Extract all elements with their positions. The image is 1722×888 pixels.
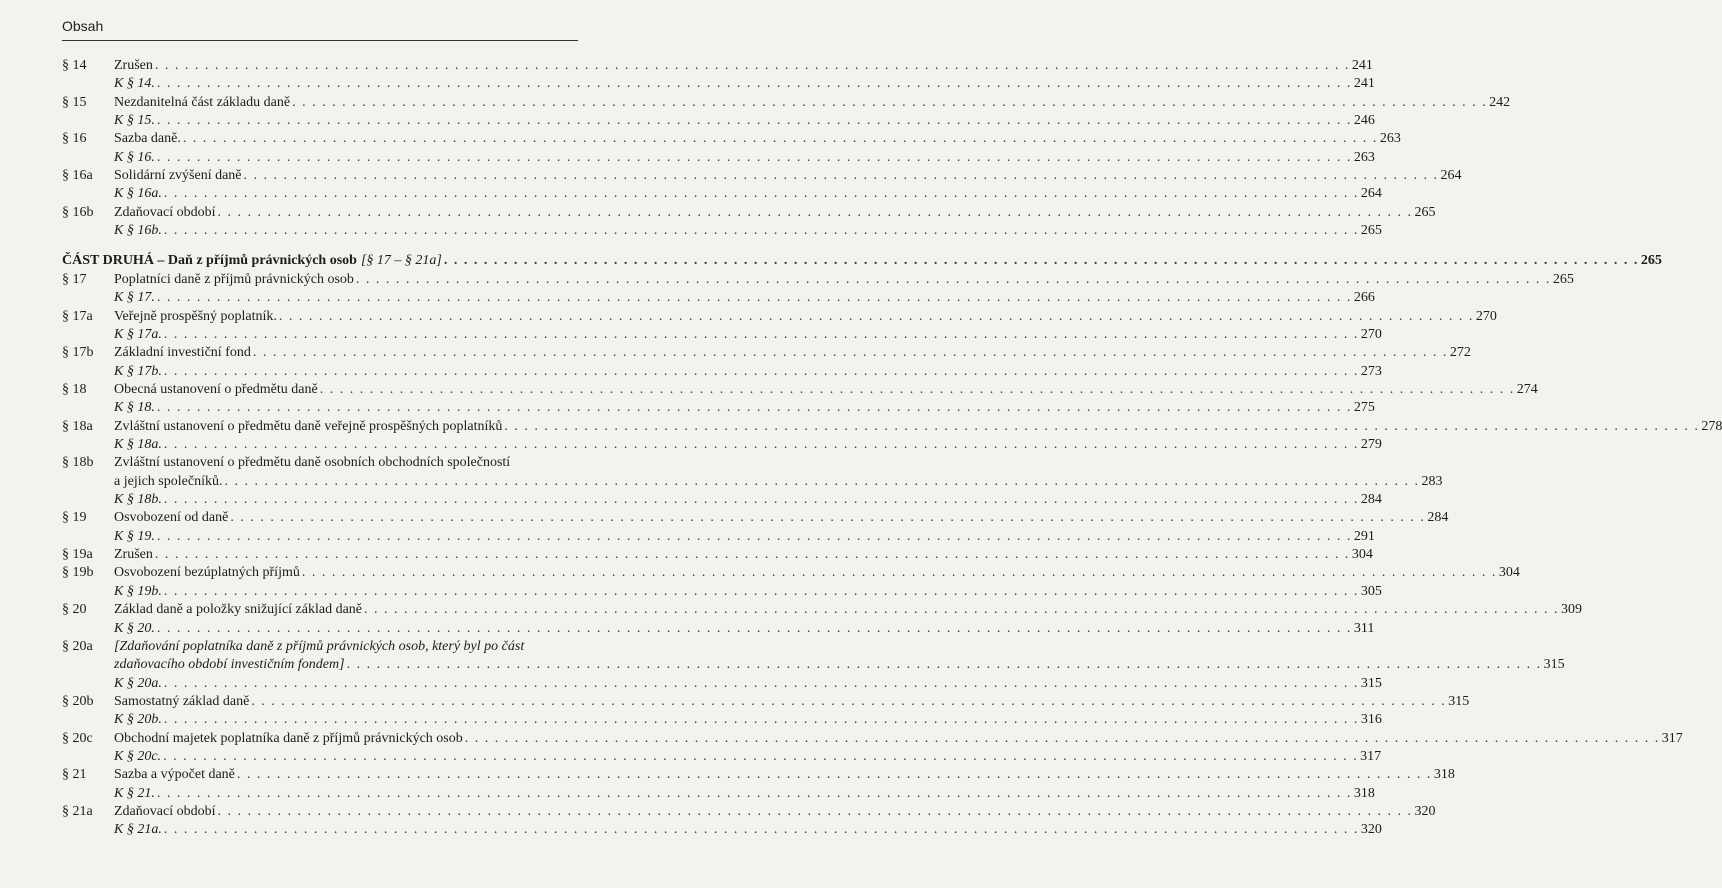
dot-leader: . . . . . . . . . . . . . . . . . . . . . . . . . . . . . . . . . . . . . . . . . . . . . . . . . . . . . . . . . . . . . . . . . . . . . . . . . . . . . . . . . . . . . . . . . . . . . . . . . . . . . . . . . . . . . . . . . . . . . . . .: [163, 675, 1359, 691]
entry-title: Zvláštní ustanovení o předmětu daně osobních obchodních společností: [114, 455, 511, 471]
toc-commentary-row: [0, 675, 1382, 693]
section-number: § 18a: [62, 418, 93, 434]
dot-leader: . . . . . . . . . . . . . . . . . . . . . . . . . . . . . . . . . . . . . . . . . . . . . . . . . . . . . . . . . . . . . . . . . . . . . . . . . . . . . . . . . . . . . . . . . . . . . . . . . . . . . . . . . . . . . . . . . . . . . . . .: [156, 149, 1352, 165]
entry-title: Osvobození od daně: [114, 510, 229, 526]
entry-title: Veřejně prospěšný poplatník.: [114, 308, 277, 324]
page-number: 278: [1701, 418, 1722, 434]
dot-leader: . . . . . . . . . . . . . . . . . . . . . . . . . . . . . . . . . . . . . . . . . . . . . . . . . . . . . . . . . . . . . . . . . . . . . . . . . . . . . . . . . . . . . . . . . . . . . . . . . . . . . . . . . . . . . . . . . . . . . . . .: [156, 785, 1352, 801]
dot-leader: . . . . . . . . . . . . . . . . . . . . . . . . . . . . . . . . . . . . . . . . . . . . . . . . . . . . . . . . . . . . . . . . . . . . . . . . . . . . . . . . . . . . . . . . . . . . . . . . . . . . . . . . . . . . . . . . . . . . . . . .: [163, 748, 1359, 764]
dot-leader: . . . . . . . . . . . . . . . . . . . . . . . . . . . . . . . . . . . . . . . . . . . . . . . . . . . . . . . . . . . . . . . . . . . . . . . . . . . . . . . . . . . . . . . . . . . . . . . . . . . . . . . . . . . . . . . . . . . . . . . .: [163, 437, 1359, 452]
toc-commentary-row: [0, 656, 1565, 674]
entry-title: Zrušen: [114, 547, 153, 563]
dot-leader: . . . . . . . . . . . . . . . . . . . . . . . . . . . . . . . . . . . . . . . . . . . . . . . . . . . . . . . . . . . . . . . . . . . . . . . . . . . . . . . . . . . . . . . . . . . . . . . . . . . . . . . . . . . . . . . . . . . . . . . .: [224, 473, 1420, 489]
toc-row: [0, 730, 1683, 748]
toc-row: [0, 473, 1443, 491]
page-number: 264: [1440, 168, 1462, 184]
toc-commentary-row: [0, 785, 1375, 803]
entry-title: Zrušen: [114, 58, 153, 73]
dot-leader: . . . . . . . . . . . . . . . . . . . . . . . . . . . . . . . . . . . . . . . . . . . . . . . . . . . . . . . . . . . . . . . . . . . . . . . . . . . . . . . . . . . . . . . . . . . . . . . . . . . . . . . . . . . . . . . . . . . . . . . .: [217, 804, 1413, 819]
page-number: 266: [1353, 290, 1375, 306]
section-number: § 16b: [62, 204, 94, 220]
toc-row: [0, 638, 600, 656]
page-number: 275: [1353, 400, 1375, 416]
toc-commentary-row: [0, 491, 1382, 509]
entry-title: Zvláštní ustanovení o předmětu daně veřejně prospěšných poplatníků: [114, 418, 503, 434]
toc-row: [0, 564, 1520, 582]
toc-commentary-row: [0, 711, 1382, 729]
section-number: § 19b: [62, 565, 94, 581]
entry-title: K § 17.: [114, 290, 155, 306]
entry-title: K § 21.: [114, 785, 155, 801]
section-number: § 17: [62, 271, 87, 287]
page-number: 241: [1351, 58, 1373, 73]
entry-title: Základní investiční fond: [114, 345, 251, 361]
page-header-title: Obsah: [62, 18, 104, 34]
page-number: 274: [1516, 381, 1538, 397]
dot-leader: . . . . . . . . . . . . . . . . . . . . . . . . . . . . . . . . . . . . . . . . . . . . . . . . . . . . . . . . . . . . . . . . . . . . . . . . . . . . . . . . . . . . . . . . . . . . . . . . . . . . . . . . . . . . . . . . . . . . . . . .: [355, 271, 1551, 287]
entry-title: Zdaňovací období: [114, 804, 216, 819]
toc-commentary-row: [0, 222, 1382, 240]
page-number: 242: [1489, 94, 1511, 110]
part-title: ČÁST DRUHÁ – Daň z příjmů právnických osob: [62, 252, 357, 268]
dot-leader: . . . . . . . . . . . . . . . . . . . . . . . . . . . . . . . . . . . . . . . . . . . . . . . . . . . . . . . . . . . . . . . . . . . . . . . . . . . . . . . . . . . . . . . . . . . . . . . . . . . . . . . . . . . . . . . . . . . . . . . .: [156, 400, 1352, 416]
page-number: 265: [1414, 204, 1436, 220]
section-number: § 21a: [62, 804, 93, 819]
toc-row: [0, 766, 1455, 784]
toc-commentary-row: [0, 620, 1375, 638]
section-number: § 21: [62, 767, 87, 783]
page-number: 305: [1360, 583, 1382, 599]
page-number: 304: [1351, 547, 1373, 563]
toc-row: [0, 271, 1574, 289]
dot-leader: . . . . . . . . . . . . . . . . . . . . . . . . . . . . . . . . . . . . . . . . . . . . . . . . . . . . . . . . . . . . . . . . . . . . . . . . . . . . . . . . . . . . . . . . . . . . . . . . . . . . . . . . . . . . . . . . . . . . . . . .: [230, 510, 1426, 526]
section-number: § 16: [62, 131, 87, 147]
entry-title: Základ daně a položky snižující základ daně: [114, 602, 363, 618]
entry-title: Osvobození bezúplatných příjmů: [114, 565, 300, 581]
entry-title: Zdaňovací období: [114, 204, 216, 220]
dot-leader: . . . . . . . . . . . . . . . . . . . . . . . . . . . . . . . . . . . . . . . . . . . . . . . . . . . . . . . . . . . . . . . . . . . . . . . . . . . . . . . . . . . . . . . . . . . . . . . . . . . . . . . . . . . . . . . . . . . . . . . .: [504, 418, 1700, 434]
toc-commentary-row: [0, 326, 1382, 344]
page-number: 270: [1475, 308, 1497, 324]
page-number: 315: [1360, 675, 1382, 691]
section-number: § 19a: [62, 547, 93, 563]
entry-title: Poplatníci daně z příjmů právnických osob: [114, 271, 354, 287]
toc-commentary-row: [0, 821, 1382, 839]
dot-leader: . . . . . . . . . . . . . . . . . . . . . . . . . . . . . . . . . . . . . . . . . . . . . . . . . . . . . . . . . . . . . . . . . . . . . . . . . . . . . . . . . . . . . . . . . . . . . . . . . . . . . . . . . . . . . . . . . . . . . . . .: [301, 565, 1497, 581]
page-number: 265: [1360, 223, 1382, 239]
dot-leader: . . . . . . . . . . . . . . . . . . . . . . . . . . . . . . . . . . . . . . . . . . . . . . . . . . . . . . . . . . . . . . . . . . . . . . . . . . . . . . . . . . . . . . . . . . . . . . . . . . . . . . . . . . . . . . . . . . . . . . . .: [251, 693, 1447, 709]
dot-leader: . . . . . . . . . . . . . . . . . . . . . . . . . . . . . . . . . . . . . . . . . . . . . . . . . . . . . . . . . . . . . . . . . . . . . . . . . . . . . . . . . . . . . . . . . . . . . . . . . . . . . . . . . . . . . . . . . . . . . . . .: [163, 223, 1359, 239]
toc-commentary-row: [0, 112, 1375, 130]
part-range: [§ 17 – § 21a]: [360, 252, 442, 268]
page-number: 246: [1353, 113, 1375, 129]
entry-title: K § 18.: [114, 400, 155, 416]
entry-title: K § 20.: [114, 620, 155, 636]
toc-row: [0, 418, 1722, 436]
page-number: 317: [1360, 748, 1382, 764]
section-number: § 15: [62, 94, 87, 110]
toc-commentary-row: [0, 748, 1382, 766]
entry-title: Solidární zvýšení daně: [114, 168, 242, 184]
dot-leader: . . . . . . . . . . . . . . . . . . . . . . . . . . . . . . . . . . . . . . . . . . . . . . . . . . . . . . . . . . . . . . . . . . . . . . . . . . . . . . . . . . . . . . . . . . . . . . . . . . . . . . . . . . . . . . . . . . . . . . . .: [163, 363, 1359, 379]
dot-leader: . . . . . . . . . . . . . . . . . . . . . . . . . . . . . . . . . . . . . . . . . . . . . . . . . . . . . . . . . . . . . . . . . . . . . . . . . . . . . . . . . . . . . . . . . . . . . . . . . . . . . . . . . . . . . . . . . . . . . . . .: [156, 76, 1352, 92]
dot-leader: . . . . . . . . . . . . . . . . . . . . . . . . . . . . . . . . . . . . . . . . . . . . . . . . . . . . . . . . . . . . . . . . . . . . . . . . . . . . . . . . . . . . . . . . . . . . . . . . . . . . . . . . . . . . . . . . . . . . . . . .: [163, 492, 1359, 508]
page-number: 284: [1360, 492, 1382, 508]
dot-leader: . . . . . . . . . . . . . . . . . . . . . . . . . . . . . . . . . . . . . . . . . . . . . . . . . . . . . . . . . . . . . . . . . . . . . . . . . . . . . . . . . . . . . . . . . . . . . . . . . . . . . . . . . . . . . . . . . . . . . . . .: [243, 168, 1439, 184]
page-number: 318: [1433, 767, 1455, 783]
section-number: § 18: [62, 381, 87, 397]
section-number: § 17a: [62, 308, 93, 324]
toc-row: [0, 509, 1449, 527]
toc-row: [0, 546, 1373, 564]
entry-title: K § 20b.: [114, 712, 162, 728]
entry-title: Samostatný základ daně: [114, 693, 250, 709]
dot-leader: . . . . . . . . . . . . . . . . . . . . . . . . . . . . . . . . . . . . . . . . . . . . . . . . . . . . . . . . . . . . . . . . . . . . . . . . . . . . . . . . . . . . . . . . . . . . . . . . . . . . . . . . . . . . . . . . . . . . . . . .: [346, 657, 1542, 673]
toc-row: [0, 308, 1497, 326]
page-number: 317: [1661, 730, 1683, 746]
section-number: § 18b: [62, 455, 94, 471]
dot-leader: . . . . . . . . . . . . . . . . . . . . . . . . . . . . . . . . . . . . . . . . . . . . . . . . . . . . . . . . . . . . . . . . . . . . . . . . . . . . . . . . . . . . . . . . . . . . . . . . . . . . . . . . . . . . . . . . . . . . . . . .: [443, 252, 1639, 268]
entry-title: Obchodní majetek poplatníka daně z příjmů právnických osob: [114, 730, 463, 746]
page-number: 270: [1360, 326, 1382, 342]
entry-title: K § 21a.: [114, 822, 162, 838]
section-number: § 20b: [62, 693, 94, 709]
page-number: 264: [1360, 186, 1382, 202]
dot-leader: . . . . . . . . . . . . . . . . . . . . . . . . . . . . . . . . . . . . . . . . . . . . . . . . . . . . . . . . . . . . . . . . . . . . . . . . . . . . . . . . . . . . . . . . . . . . . . . . . . . . . . . . . . . . . . . . . . . . . . . .: [252, 345, 1448, 361]
toc-row: [0, 344, 1471, 362]
page-number: 273: [1360, 363, 1382, 379]
page-number: 279: [1360, 437, 1382, 452]
entry-title: K § 16b.: [114, 223, 162, 239]
toc-commentary-row: [0, 399, 1375, 417]
page-number: 311: [1353, 620, 1375, 636]
entry-title: Sazba a výpočet daně: [114, 767, 235, 783]
dot-leader: . . . . . . . . . . . . . . . . . . . . . . . . . . . . . . . . . . . . . . . . . . . . . . . . . . . . . . . . . . . . . . . . . . . . . . . . . . . . . . . . . . . . . . . . . . . . . . . . . . . . . . . . . . . . . . . . . . . . . . . .: [154, 58, 1350, 73]
dot-leader: . . . . . . . . . . . . . . . . . . . . . . . . . . . . . . . . . . . . . . . . . . . . . . . . . . . . . . . . . . . . . . . . . . . . . . . . . . . . . . . . . . . . . . . . . . . . . . . . . . . . . . . . . . . . . . . . . . . . . . . .: [236, 767, 1432, 783]
toc-commentary-row: [0, 583, 1382, 601]
entry-title: K § 16a.: [114, 186, 162, 202]
entry-title: Sazba daně.: [114, 131, 181, 147]
entry-title: K § 17a.: [114, 326, 162, 342]
toc-row: [0, 167, 1462, 185]
page-number: 304: [1498, 565, 1520, 581]
section-number: § 17b: [62, 345, 94, 361]
entry-title: K § 19.: [114, 528, 155, 544]
dot-leader: . . . . . . . . . . . . . . . . . . . . . . . . . . . . . . . . . . . . . . . . . . . . . . . . . . . . . . . . . . . . . . . . . . . . . . . . . . . . . . . . . . . . . . . . . . . . . . . . . . . . . . . . . . . . . . . . . . . . . . . .: [217, 204, 1413, 220]
dot-leader: . . . . . . . . . . . . . . . . . . . . . . . . . . . . . . . . . . . . . . . . . . . . . . . . . . . . . . . . . . . . . . . . . . . . . . . . . . . . . . . . . . . . . . . . . . . . . . . . . . . . . . . . . . . . . . . . . . . . . . . .: [156, 290, 1352, 306]
page-number: 272: [1449, 345, 1471, 361]
toc-commentary-row: [0, 75, 1375, 93]
dot-leader: . . . . . . . . . . . . . . . . . . . . . . . . . . . . . . . . . . . . . . . . . . . . . . . . . . . . . . . . . . . . . . . . . . . . . . . . . . . . . . . . . . . . . . . . . . . . . . . . . . . . . . . . . . . . . . . . . . . . . . . .: [163, 822, 1359, 838]
toc-row: [0, 454, 600, 472]
section-number: § 16a: [62, 168, 93, 184]
entry-title: K § 20c.: [114, 748, 162, 764]
toc-commentary-row: [0, 436, 1382, 454]
section-number: § 20a: [62, 638, 93, 654]
toc-commentary-row: [0, 185, 1382, 203]
entry-title: Nezdanitelná část základu daně: [114, 94, 291, 110]
page-number: 309: [1561, 602, 1583, 618]
toc-commentary-row: [0, 149, 1375, 167]
page-number: 315: [1543, 657, 1565, 673]
entry-title: Obecná ustanovení o předmětu daně: [114, 381, 318, 397]
entry-title: K § 14.: [114, 76, 155, 92]
toc-commentary-row: [0, 528, 1375, 546]
toc-row: [0, 204, 1436, 222]
entry-title: K § 17b.: [114, 363, 162, 379]
entry-title: K § 18b.: [114, 492, 162, 508]
dot-leader: . . . . . . . . . . . . . . . . . . . . . . . . . . . . . . . . . . . . . . . . . . . . . . . . . . . . . . . . . . . . . . . . . . . . . . . . . . . . . . . . . . . . . . . . . . . . . . . . . . . . . . . . . . . . . . . . . . . . . . . .: [156, 528, 1352, 544]
dot-leader: . . . . . . . . . . . . . . . . . . . . . . . . . . . . . . . . . . . . . . . . . . . . . . . . . . . . . . . . . . . . . . . . . . . . . . . . . . . . . . . . . . . . . . . . . . . . . . . . . . . . . . . . . . . . . . . . . . . . . . . .: [364, 602, 1560, 618]
page-number: 265: [1640, 252, 1662, 268]
section-number: § 14: [62, 58, 87, 73]
dot-leader: . . . . . . . . . . . . . . . . . . . . . . . . . . . . . . . . . . . . . . . . . . . . . . . . . . . . . . . . . . . . . . . . . . . . . . . . . . . . . . . . . . . . . . . . . . . . . . . . . . . . . . . . . . . . . . . . . . . . . . . .: [156, 620, 1352, 636]
entry-title: K § 16.: [114, 149, 155, 165]
page-number: 265: [1552, 271, 1574, 287]
toc-row: [0, 94, 1511, 112]
page-number: 241: [1353, 76, 1375, 92]
dot-leader: . . . . . . . . . . . . . . . . . . . . . . . . . . . . . . . . . . . . . . . . . . . . . . . . . . . . . . . . . . . . . . . . . . . . . . . . . . . . . . . . . . . . . . . . . . . . . . . . . . . . . . . . . . . . . . . . . . . . . . . .: [464, 730, 1660, 746]
page-number: 284: [1427, 510, 1449, 526]
dot-leader: . . . . . . . . . . . . . . . . . . . . . . . . . . . . . . . . . . . . . . . . . . . . . . . . . . . . . . . . . . . . . . . . . . . . . . . . . . . . . . . . . . . . . . . . . . . . . . . . . . . . . . . . . . . . . . . . . . . . . . . .: [163, 186, 1359, 202]
page-number: 320: [1414, 804, 1436, 819]
dot-leader: . . . . . . . . . . . . . . . . . . . . . . . . . . . . . . . . . . . . . . . . . . . . . . . . . . . . . . . . . . . . . . . . . . . . . . . . . . . . . . . . . . . . . . . . . . . . . . . . . . . . . . . . . . . . . . . . . . . . . . . .: [154, 547, 1350, 563]
toc-row: [0, 601, 1583, 619]
page-number: 263: [1379, 131, 1401, 147]
dot-leader: . . . . . . . . . . . . . . . . . . . . . . . . . . . . . . . . . . . . . . . . . . . . . . . . . . . . . . . . . . . . . . . . . . . . . . . . . . . . . . . . . . . . . . . . . . . . . . . . . . . . . . . . . . . . . . . . . . . . . . . .: [278, 308, 1474, 324]
entry-title: K § 19b.: [114, 583, 162, 599]
page-number: 318: [1353, 785, 1375, 801]
page-number: 263: [1353, 149, 1375, 165]
header-rule: [62, 40, 578, 41]
section-number: § 20: [62, 602, 87, 618]
toc-row: [0, 130, 1401, 148]
dot-leader: . . . . . . . . . . . . . . . . . . . . . . . . . . . . . . . . . . . . . . . . . . . . . . . . . . . . . . . . . . . . . . . . . . . . . . . . . . . . . . . . . . . . . . . . . . . . . . . . . . . . . . . . . . . . . . . . . . . . . . . .: [163, 326, 1359, 342]
entry-title: a jejich společníků.: [114, 473, 223, 489]
toc-row: [0, 803, 1436, 821]
dot-leader: . . . . . . . . . . . . . . . . . . . . . . . . . . . . . . . . . . . . . . . . . . . . . . . . . . . . . . . . . . . . . . . . . . . . . . . . . . . . . . . . . . . . . . . . . . . . . . . . . . . . . . . . . . . . . . . . . . . . . . . .: [163, 712, 1359, 728]
section-number: § 20c: [62, 730, 93, 746]
page-number: 315: [1448, 693, 1470, 709]
part-heading: [62, 252, 1662, 270]
page-number: 283: [1421, 473, 1443, 489]
dot-leader: . . . . . . . . . . . . . . . . . . . . . . . . . . . . . . . . . . . . . . . . . . . . . . . . . . . . . . . . . . . . . . . . . . . . . . . . . . . . . . . . . . . . . . . . . . . . . . . . . . . . . . . . . . . . . . . . . . . . . . . .: [156, 113, 1352, 129]
page-number: 291: [1353, 528, 1375, 544]
toc-commentary-row: [0, 363, 1382, 381]
toc-row: [0, 693, 1470, 711]
section-number: § 19: [62, 510, 87, 526]
entry-title: zdaňovacího období investičním fondem]: [114, 657, 345, 673]
page-number: 316: [1360, 712, 1382, 728]
page-number: 320: [1360, 822, 1382, 838]
entry-title: K § 20a.: [114, 675, 162, 691]
dot-leader: . . . . . . . . . . . . . . . . . . . . . . . . . . . . . . . . . . . . . . . . . . . . . . . . . . . . . . . . . . . . . . . . . . . . . . . . . . . . . . . . . . . . . . . . . . . . . . . . . . . . . . . . . . . . . . . . . . . . . . . .: [182, 131, 1378, 147]
dot-leader: . . . . . . . . . . . . . . . . . . . . . . . . . . . . . . . . . . . . . . . . . . . . . . . . . . . . . . . . . . . . . . . . . . . . . . . . . . . . . . . . . . . . . . . . . . . . . . . . . . . . . . . . . . . . . . . . . . . . . . . .: [292, 94, 1488, 110]
entry-title: K § 18a.: [114, 437, 162, 452]
toc-row: [0, 381, 1538, 399]
entry-title: K § 15.: [114, 113, 155, 129]
dot-leader: . . . . . . . . . . . . . . . . . . . . . . . . . . . . . . . . . . . . . . . . . . . . . . . . . . . . . . . . . . . . . . . . . . . . . . . . . . . . . . . . . . . . . . . . . . . . . . . . . . . . . . . . . . . . . . . . . . . . . . . .: [163, 583, 1359, 599]
entry-title: [Zdaňování poplatníka daně z příjmů právnických osob, který byl po část: [114, 638, 525, 654]
toc-row: [0, 57, 1373, 75]
toc-commentary-row: [0, 289, 1375, 307]
dot-leader: . . . . . . . . . . . . . . . . . . . . . . . . . . . . . . . . . . . . . . . . . . . . . . . . . . . . . . . . . . . . . . . . . . . . . . . . . . . . . . . . . . . . . . . . . . . . . . . . . . . . . . . . . . . . . . . . . . . . . . . .: [319, 381, 1515, 397]
